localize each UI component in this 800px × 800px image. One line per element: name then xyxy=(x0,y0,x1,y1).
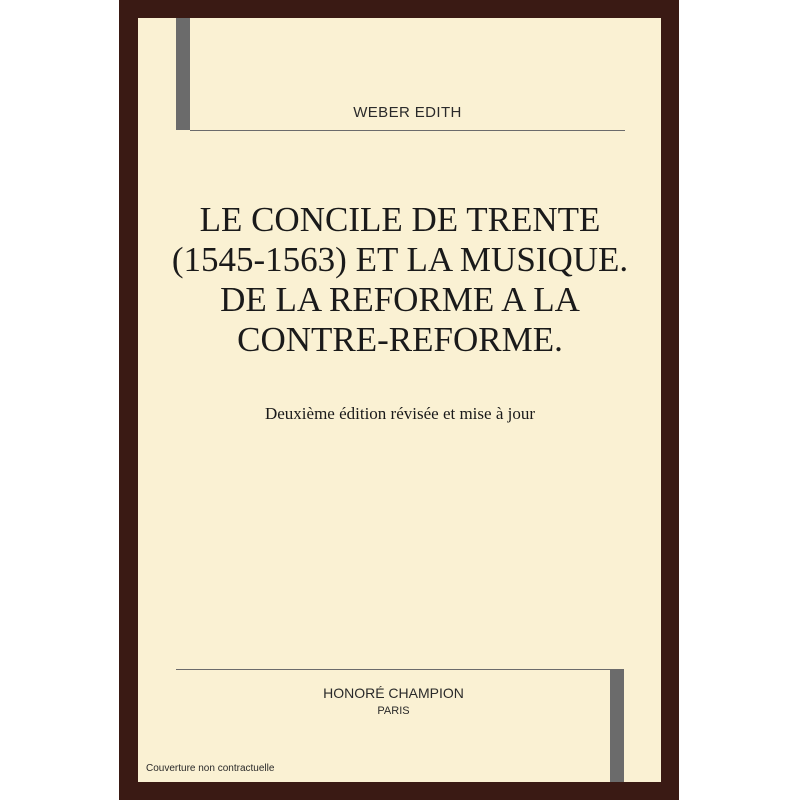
bottom-decorative-bar xyxy=(610,669,624,782)
book-title: LE CONCILE DE TRENTE (1545-1563) ET LA MUSIQUE. DE LA REFORME A LA CONTRE-REFORME. xyxy=(171,200,629,359)
bottom-rule xyxy=(176,669,611,670)
publisher-city: PARIS xyxy=(377,705,410,717)
top-decorative-bar xyxy=(176,18,190,130)
top-rule xyxy=(190,130,625,131)
author-name: WEBER EDITH xyxy=(353,104,462,121)
publisher-name: HONORÉ CHAMPION xyxy=(323,685,464,701)
edition-note: Deuxième édition révisée et mise à jour xyxy=(264,404,536,423)
cover-page xyxy=(138,18,661,782)
disclaimer-text: Couverture non contractuelle xyxy=(146,763,275,774)
